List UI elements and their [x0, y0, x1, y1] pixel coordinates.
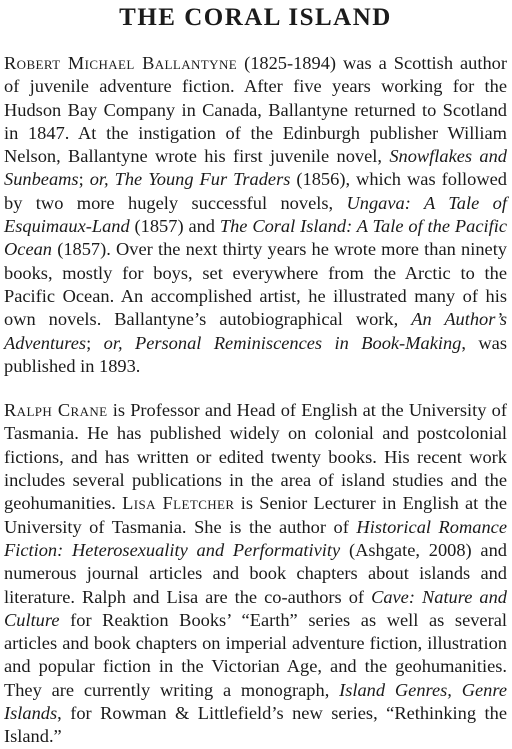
- bio-text: ;: [78, 169, 90, 190]
- bio-text: (1857). Over the next thirty years he wrote more than ninety books, mostly for boys, set everywhere from the Arctic to the Pacific Ocean. An accomplished artist, he illustrated many of his own novels. Ballantyne’s autobiographical work,: [4, 239, 507, 330]
- bio-text: for Reaktion Books’ “Earth” series as well as several articles and book chapters on imperial adventure fiction, illustration and popular fiction in the Victorian Age, and the geohumanities. They are currently writing a monograph,: [4, 609, 507, 700]
- bio-text: (Ashgate, 2008) and numerous journal articles and book chapters about islands and literature. Ralph and Lisa are the co-authors of: [4, 539, 507, 607]
- bio-text: (1857) and: [129, 216, 220, 237]
- bio-text: , was published in 1893.: [4, 332, 507, 376]
- book-title: The Coral Island: A Tale of the Pacific Ocean: [4, 216, 507, 260]
- author-name: Robert Michael Ballantyne: [4, 53, 238, 73]
- book-title: Historical Romance Fiction: Heterosexuality and Performativity: [4, 516, 507, 560]
- bio-text: is Professor and Head of English at the University of Tasmania. He has published widely on colonial and postcolonial fictions, and has written or edited twenty books. His recent work includes several publications in the area of island studies and the geohumanities.: [4, 400, 508, 514]
- bio-text: (1856), which was followed by two more hugely successful novels,: [4, 169, 508, 213]
- page-title: THE CORAL ISLAND: [119, 4, 392, 31]
- editor-name: Ralph Crane: [4, 400, 108, 421]
- book-title: Island Genres, Genre Islands: [4, 679, 507, 724]
- book-title: or, The Young Fur Traders: [89, 169, 291, 190]
- bio-text: is Senior Lecturer in English at the University of Tasmania. She is the author of: [4, 493, 508, 537]
- page: [4, 0, 507, 749]
- bio-text: ;: [86, 332, 104, 353]
- bio-text: , for Rowman & Littlefield’s new series, “Rethinking the Island.”: [4, 703, 507, 747]
- book-title: or, Personal Reminiscences in Book-Making: [103, 332, 462, 353]
- book-title: Cave: Nature and Culture: [4, 586, 507, 630]
- book-title: Snowflakes and Sunbeams: [4, 146, 507, 190]
- bio-text: (1825-1894) was a Scottish author of juvenile adventure fiction. After five years working for the Hudson Bay Company in Canada, Ballantyne returned to Scotland in 1847. At the instigation of the Edinburgh publisher William Nelson, Ballantyne wrote his first juvenile novel,: [4, 53, 508, 167]
- book-title: An Author’s Adventures: [4, 309, 507, 353]
- book-title: Ungava: A Tale of Esquimaux-Land: [4, 192, 507, 237]
- editors-bio-paragraph: [4, 399, 507, 748]
- author-bio-paragraph: [4, 52, 507, 378]
- editor-name: Lisa Fletcher: [122, 493, 235, 514]
